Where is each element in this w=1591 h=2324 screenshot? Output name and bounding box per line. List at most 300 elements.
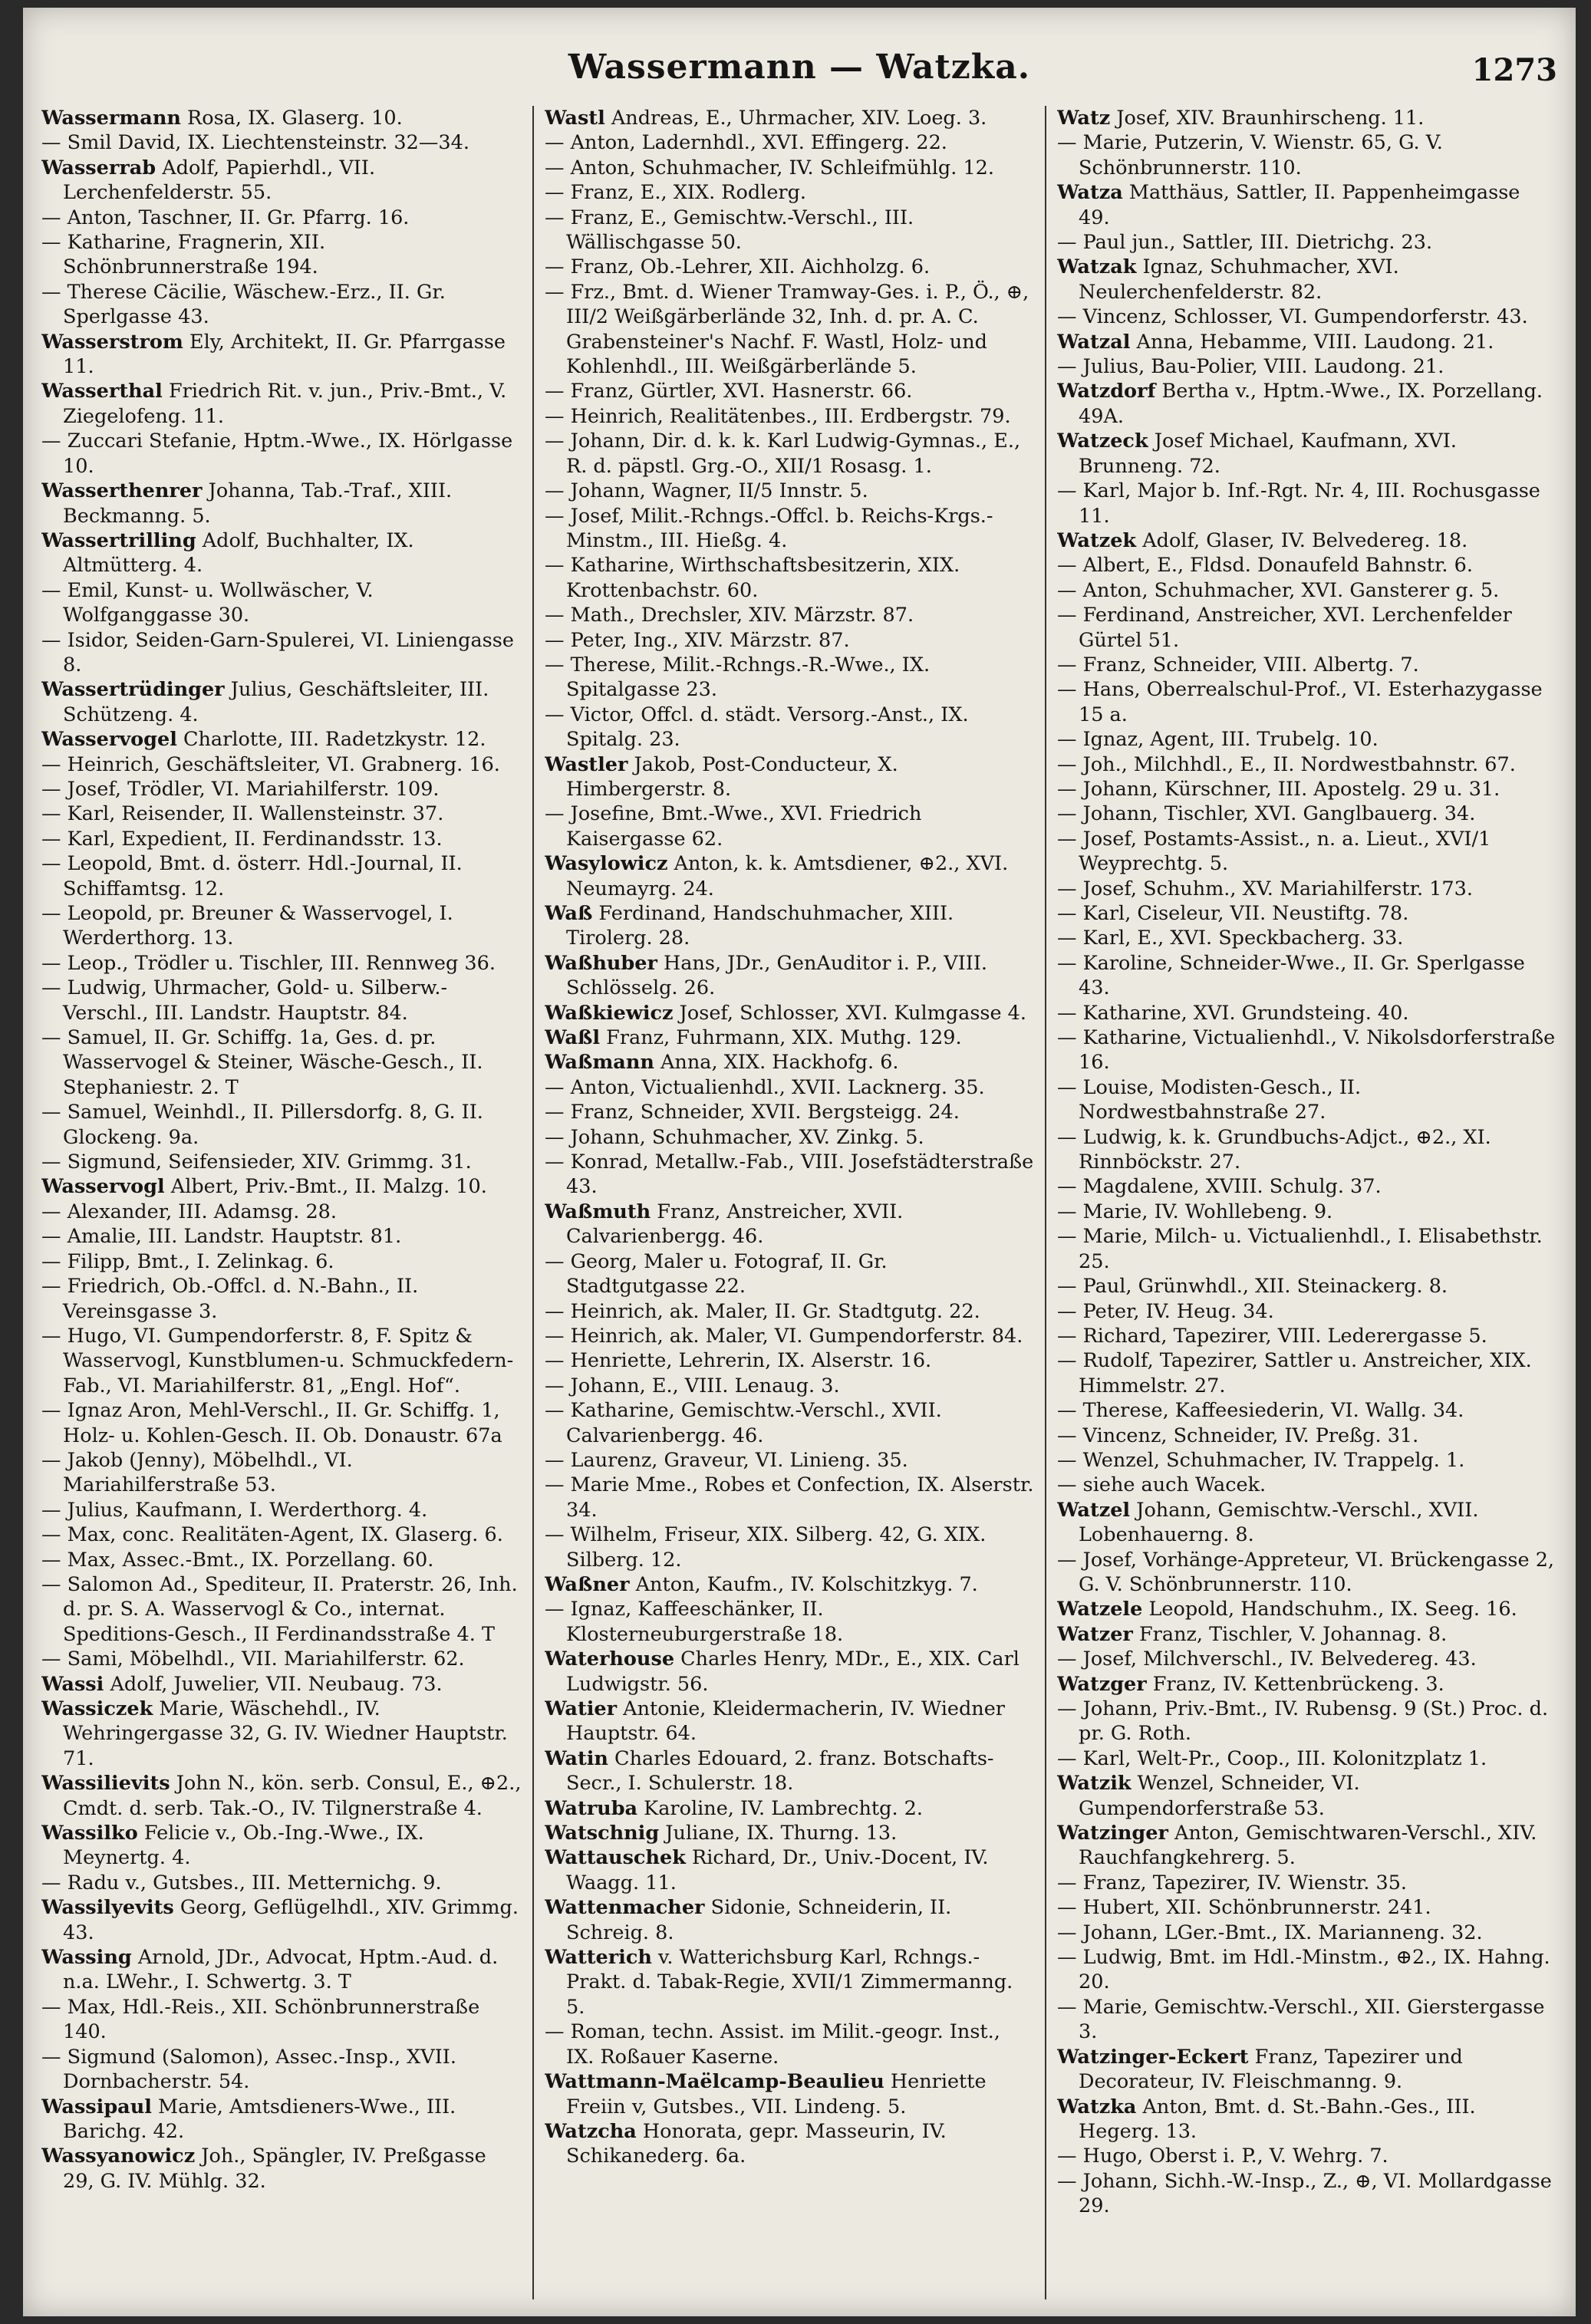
entry-details: Josef, XIV. Braunhirscheng. 11.	[1110, 107, 1425, 130]
entry-details: — Richard, Tapezirer, VIII. Lederergasse 5.	[1057, 1324, 1487, 1348]
entry-details: — Josefine, Bmt.-Wwe., XVI. Friedrich Kaisergasse 62.	[545, 802, 922, 851]
directory-entry	[1057, 901, 1557, 926]
entry-details: — Josef, Milit.-Rchngs.-Offcl. b. Reichs-Krgs.-Minstm., III. Hießg. 4.	[545, 504, 993, 552]
directory-entry	[1057, 106, 1557, 130]
entry-details: — Johann, LGer.-Bmt., IX. Marianneng. 32.	[1057, 1921, 1483, 1944]
entry-details: — Joh., Milchhdl., E., II. Nordwestbahnstr. 67.	[1057, 752, 1516, 776]
entry-details: — Therese, Kaffeesiederin, VI. Wallg. 34.	[1057, 1399, 1464, 1423]
entry-surname: Watzal	[1057, 330, 1131, 354]
entry-surname: Wassertrüdinger	[41, 678, 225, 702]
directory-entry	[545, 2020, 1034, 2069]
entry-details: — Anton, Taschner, II. Gr. Pfarrg. 16.	[41, 206, 410, 229]
directory-entry	[545, 951, 1034, 1001]
directory-entry	[545, 404, 1034, 429]
entry-details: — Heinrich, ak. Maler, II. Gr. Stadtgutg. 22.	[545, 1299, 980, 1323]
entry-details: Johanna, Tab.-Traf., XIII. Beckmanng. 5.	[63, 479, 453, 528]
directory-entry	[545, 1821, 1034, 1845]
directory-entry	[41, 1697, 522, 1771]
directory-entry	[1057, 1672, 1557, 1697]
directory-entry	[545, 553, 1034, 603]
directory-entry	[41, 230, 522, 280]
directory-entry	[41, 330, 522, 380]
directory-entry	[41, 1398, 522, 1448]
entry-details: — Max, conc. Realitäten-Agent, IX. Glaserg. 6.	[41, 1523, 503, 1547]
directory-entry	[545, 1125, 1034, 1150]
directory-entry	[545, 156, 1034, 180]
directory-entry	[1057, 603, 1557, 653]
entry-details: Juliane, IX. Thurng. 13.	[659, 1822, 898, 1845]
directory-entry	[545, 479, 1034, 503]
directory-entry	[1057, 379, 1557, 429]
directory-entry	[41, 1174, 522, 1199]
entry-details: — Marie Mme., Robes et Confection, IX. Alserstr. 34.	[545, 1473, 1034, 1522]
entry-details: — Franz, Ob.-Lehrer, XII. Aichholzg. 6.	[545, 255, 931, 279]
directory-entry	[545, 1398, 1034, 1448]
entry-surname: Watier	[545, 1697, 618, 1720]
entry-details: — Katharine, XVI. Grundsteing. 40.	[1057, 1001, 1409, 1025]
entry-details: — Anton, Schuhmacher, IV. Schleifmühlg. 12.	[545, 156, 995, 179]
entry-details: — Katharine, Fragnerin, XII. Schönbrunnerstraße 194.	[41, 231, 326, 279]
entry-surname: Wassiczek	[41, 1697, 153, 1720]
entry-details: Adolf, Glaser, IV. Belvedereg. 18.	[1136, 528, 1468, 552]
directory-entry	[1057, 1424, 1557, 1448]
directory-entry	[41, 1771, 522, 1821]
directory-entry	[1057, 777, 1557, 802]
entry-surname: Wasserthenrer	[41, 479, 203, 503]
directory-entry	[41, 1025, 522, 1100]
entry-details: — Konrad, Metallw.-Fab., VIII. Josefstädterstraße 43.	[545, 1150, 1034, 1199]
entry-details: — Amalie, III. Landstr. Hauptstr. 81.	[41, 1225, 402, 1249]
entry-surname: Watruba	[545, 1796, 638, 1820]
entry-details: — Salomon Ad., Spediteur, II. Praterstr. 26, Inh. d. pr. S. A. Wasservogl & Co., internat. Speditions-Gesch., II Ferdinandsstraße 4. T	[41, 1572, 518, 1646]
directory-entry	[1057, 578, 1557, 603]
entry-details: — Louise, Modisten-Gesch., II. Nordwestbahnstraße 27.	[1057, 1075, 1362, 1124]
directory-entry	[545, 1075, 1034, 1100]
directory-entry	[545, 1025, 1034, 1050]
entry-surname: Watzdorf	[1057, 380, 1156, 403]
entry-details: — Laurenz, Graveur, VI. Linieng. 35.	[545, 1448, 908, 1472]
entry-details: — Katharine, Wirthschaftsbesitzerin, XIX. Krottenbachstr. 60.	[545, 554, 960, 602]
entry-details: v. Watterichsburg Karl, Rchngs.-Prakt. d. Tabak-Regie, XVII/1 Zimmermanng. 5.	[566, 1946, 1013, 2019]
entry-details: — Heinrich, ak. Maler, VI. Gumpendorferstr. 84.	[545, 1324, 1023, 1348]
directory-entry	[545, 703, 1034, 752]
entry-details: — Katharine, Gemischtw.-Verschl., XVII. Calvarienbergg. 46.	[545, 1399, 942, 1447]
entry-details: Jakob, Post-Conducteur, X. Himbergerstr. 8.	[566, 752, 898, 801]
entry-details: — Ludwig, Uhrmacher, Gold- u. Silberw.-Verschl., III. Landstr. Hauptstr. 84.	[41, 976, 448, 1025]
entry-details: — Heinrich, Realitätenbes., III. Erdbergstr. 79.	[545, 404, 1011, 428]
entry-details: — Max, Hdl.-Reis., XII. Schönbrunnerstraße 140.	[41, 1995, 480, 2044]
entry-details: — Josef, Postamts-Assist., n. a. Lieut., XVI/1 Weyprechtg. 5.	[1057, 827, 1491, 876]
entry-details: Anton, Gemischtwaren-Verschl., XIV. Rauchfangkehrerg. 5.	[1079, 1822, 1537, 1870]
page-header	[23, 48, 1576, 101]
column-2	[545, 106, 1034, 2299]
entry-details: — Radu v., Gutsbes., III. Metternichg. 9.	[41, 1871, 442, 1894]
entry-details: — Leopold, pr. Breuner & Wasservogel, I. Werderthorg. 13.	[41, 902, 453, 950]
entry-details: — Therese Cäcilie, Wäschew.-Erz., II. Gr. Sperlgasse 43.	[41, 280, 446, 329]
entry-details: — Johann, Wagner, II/5 Innstr. 5.	[545, 479, 868, 503]
directory-entry	[1057, 1075, 1557, 1125]
column-1	[41, 106, 522, 2299]
entry-details: — Georg, Maler u. Fotograf, II. Gr. Stadtgutgasse 22.	[545, 1249, 888, 1299]
entry-details: — Franz, Gürtler, XVI. Hasnerstr. 66.	[545, 380, 913, 403]
directory-entry	[1057, 752, 1557, 777]
directory-entry	[1057, 330, 1557, 354]
entry-surname: Waßner	[545, 1572, 630, 1596]
entry-details: — Henriette, Lehrerin, IX. Alserstr. 16.	[545, 1349, 932, 1373]
directory-entry	[545, 1746, 1034, 1796]
directory-entry	[1057, 1647, 1557, 1671]
directory-entry	[545, 1647, 1034, 1697]
directory-entry	[545, 752, 1034, 802]
entry-details: Julius, Geschäftsleiter, III. Schützeng. 4.	[63, 678, 489, 726]
entry-details: Franz, Anstreicher, XVII. Calvarienbergg. 46.	[566, 1200, 904, 1249]
entry-details: — Karoline, Schneider-Wwe., II. Gr. Sperlgasse 43.	[1057, 951, 1525, 1000]
entry-details: — Karl, Reisender, II. Wallensteinstr. 37.	[41, 802, 444, 826]
directory-entry	[545, 379, 1034, 403]
directory-entry	[545, 1895, 1034, 1945]
entry-details: — Julius, Bau-Polier, VIII. Laudong. 21.	[1057, 355, 1444, 379]
directory-entry	[41, 2095, 522, 2145]
directory-entry	[1057, 180, 1557, 230]
entry-details: Anton, Kaufm., IV. Kolschitzkyg. 7.	[629, 1572, 978, 1596]
entry-details: — Karl, E., XVI. Speckbacherg. 33.	[1057, 927, 1404, 950]
directory-entry	[1057, 926, 1557, 950]
entry-details: — Josef, Vorhänge-Appreteur, VI. Brückengasse 2, G. V. Schönbrunnerstr. 110.	[1057, 1548, 1555, 1596]
entry-details: Franz, IV. Kettenbrückeng. 3.	[1146, 1672, 1444, 1696]
entry-details: — Victor, Offcl. d. städt. Versorg.-Anst., IX. Spitalg. 23.	[545, 703, 969, 752]
entry-surname: Watzinger	[1057, 1822, 1168, 1845]
directory-entry	[1057, 1299, 1557, 1324]
entry-surname: Wassilko	[41, 1822, 138, 1845]
entry-details: — Smil David, IX. Liechtensteinstr. 32—34.	[41, 131, 469, 155]
entry-details: — Ignaz Aron, Mehl-Verschl., II. Gr. Schiffg. 1, Holz- u. Kohlen-Gesch. II. Ob. Donaustr. 67a	[41, 1399, 502, 1447]
directory-entry	[545, 504, 1034, 554]
directory-entry	[41, 1274, 522, 1324]
entry-surname: Waßmuth	[545, 1200, 651, 1223]
directory-entry	[1057, 553, 1557, 578]
entry-details: Karoline, IV. Lambrechtg. 2.	[637, 1796, 923, 1820]
entry-details: Charles Edouard, 2. franz. Botschafts-Secr., I. Schulerstr. 18.	[566, 1746, 994, 1796]
directory-entry	[545, 802, 1034, 851]
directory-entry	[545, 1374, 1034, 1398]
entry-details: — Johann, Kürschner, III. Apostelg. 29 u. 31.	[1057, 777, 1500, 801]
entry-details: — Johann, E., VIII. Lenaug. 3.	[545, 1374, 840, 1397]
entry-details: Rosa, IX. Glaserg. 10.	[180, 107, 403, 130]
directory-entry	[1057, 1821, 1557, 1871]
entry-surname: Watzeck	[1057, 430, 1148, 453]
directory-entry	[41, 578, 522, 628]
directory-entry	[545, 255, 1034, 279]
entry-details: — Franz, E., Gemischtw.-Verschl., III. Wällischgasse 50.	[545, 206, 914, 255]
entry-details: Franz, Tischler, V. Johannag. 8.	[1132, 1622, 1448, 1646]
entry-details: — Anton, Ladernhdl., XVI. Effingerg. 22.	[545, 131, 947, 155]
directory-entry	[545, 1697, 1034, 1746]
entry-details: — Albert, E., Fldsd. Donaufeld Bahnstr. 6.	[1057, 554, 1473, 578]
entry-details: — Therese, Milit.-Rchngs.-R.-Wwe., IX. Spitalgasse 23.	[545, 653, 931, 702]
entry-details: Richard, Dr., Univ.-Docent, IV. Waagg. 11.	[566, 1846, 989, 1894]
directory-entry	[1057, 1473, 1557, 1497]
directory-entry	[545, 1150, 1034, 1200]
directory-entry	[41, 976, 522, 1025]
entry-details: — Hugo, Oberst i. P., V. Wehrg. 7.	[1057, 2145, 1388, 2168]
directory-entry	[41, 1647, 522, 1671]
entry-details: — Karl, Major b. Inf.-Rgt. Nr. 4, III. Rochusgasse 11.	[1057, 479, 1540, 528]
directory-entry	[1057, 1224, 1557, 1274]
entry-details: — Josef, Trödler, VI. Mariahilferstr. 109.	[41, 777, 440, 801]
directory-entry	[1057, 1921, 1557, 1945]
directory-entry	[545, 1348, 1034, 1373]
entry-details: Bertha v., Hptm.-Wwe., IX. Porzellang. 49A.	[1079, 380, 1543, 428]
entry-surname: Waßhuber	[545, 951, 657, 975]
directory-entry	[1057, 2169, 1557, 2219]
directory-entry	[41, 1150, 522, 1174]
entry-details: Franz, Fuhrmann, XIX. Muthg. 129.	[600, 1026, 962, 1050]
entry-surname: Wastler	[545, 752, 628, 776]
entry-details: — Anton, Victualienhdl., XVII. Lacknerg. 35.	[545, 1075, 985, 1099]
entry-details: Leopold, Handschuhm., IX. Seeg. 16.	[1142, 1598, 1517, 1621]
directory-entry	[41, 1821, 522, 1871]
directory-entry	[545, 1050, 1034, 1075]
entry-surname: Wasylowicz	[545, 852, 668, 876]
entry-surname: Waterhouse	[545, 1648, 675, 1671]
entry-details: — Katharine, Victualienhdl., V. Nikolsdorferstraße 16.	[1057, 1026, 1556, 1075]
entry-details: — Peter, IV. Heug. 34.	[1057, 1299, 1274, 1323]
entry-details: — Isidor, Seiden-Garn-Spulerei, VI. Liniengasse 8.	[41, 628, 514, 676]
entry-surname: Watzer	[1057, 1622, 1133, 1646]
directory-entry	[41, 1324, 522, 1398]
entry-details: — Leop., Trödler u. Tischler, III. Rennweg 36.	[41, 951, 496, 975]
directory-entry	[545, 901, 1034, 951]
directory-entry	[1057, 1398, 1557, 1423]
directory-entry	[1057, 1548, 1557, 1598]
directory-entry	[1057, 1324, 1557, 1348]
entry-surname: Watzger	[1057, 1672, 1147, 1696]
entry-details: Georg, Geflügelhdl., XIV. Grimmg. 43.	[63, 1896, 519, 1944]
entry-details: — Vincenz, Schlosser, VI. Gumpendorferstr. 43.	[1057, 305, 1528, 329]
entry-details: — Frz., Bmt. d. Wiener Tramway-Ges. i. P., Ö., ⊕, III/2 Weißgärberlände 32, Inh. d. pr. A. C. Grabensteiner's Nachf. F. Wastl, Holz- und Kohlenhdl., III. Weißgärberlände 5.	[545, 280, 1029, 379]
directory-entry	[545, 130, 1034, 155]
directory-entry	[41, 1672, 522, 1697]
directory-entry	[1057, 2144, 1557, 2168]
entry-details: — Johann, Dir. d. k. k. Karl Ludwig-Gymnas., E., R. d. päpstl. Grg.-O., XII/1 Rosasg. 1.	[545, 430, 1021, 478]
directory-entry	[545, 1945, 1034, 2020]
directory-entry	[545, 180, 1034, 205]
directory-entry	[1057, 1448, 1557, 1473]
directory-entry	[41, 727, 522, 752]
entry-details: — Ludwig, Bmt. im Hdl.-Minstm., ⊕2., IX. Hahng. 20.	[1057, 1946, 1550, 1994]
directory-entry	[1057, 1995, 1557, 2045]
directory-entry	[545, 106, 1034, 130]
entry-details: Ignaz, Schuhmacher, XVI. Neulerchenfelderstr. 82.	[1079, 255, 1399, 304]
page-number: 1273	[1471, 52, 1557, 88]
directory-entry	[41, 851, 522, 901]
directory-entry	[545, 1448, 1034, 1473]
directory-entry	[1057, 1174, 1557, 1199]
directory-entry	[41, 1100, 522, 1150]
directory-entry	[1057, 877, 1557, 901]
entry-details: — Ludwig, k. k. Grundbuchs-Adjct., ⊕2., XI. Rinnböckstr. 27.	[1057, 1125, 1491, 1174]
entry-details: Charles Henry, MDr., E., XIX. Carl Ludwigstr. 56.	[566, 1648, 1019, 1696]
entry-details: Josef Michael, Kaufmann, XVI. Brunneng. 72.	[1079, 430, 1457, 478]
directory-entry	[41, 1498, 522, 1522]
entry-details: Anton, Bmt. d. St.-Bahn.-Ges., III. Hegerg. 13.	[1079, 2095, 1476, 2143]
entry-details: Anna, Hebamme, VIII. Laudong. 21.	[1130, 330, 1494, 354]
directory-entry	[41, 2045, 522, 2095]
entry-details: — Karl, Ciseleur, VII. Neustiftg. 78.	[1057, 902, 1409, 925]
entry-surname: Wasservogl	[41, 1175, 165, 1199]
entry-surname: Watzinger-Eckert	[1057, 2045, 1249, 2069]
entry-details: — Ignaz, Kaffeeschänker, II. Klosterneuburgerstraße 18.	[545, 1598, 844, 1646]
entry-surname: Watzcha	[545, 2119, 637, 2143]
directory-entry	[545, 429, 1034, 479]
directory-entry	[545, 206, 1034, 255]
directory-entry	[1057, 1746, 1557, 1771]
entry-details: Matthäus, Sattler, II. Pappenheimgasse 49.	[1079, 181, 1520, 229]
directory-entry	[1057, 1771, 1557, 1821]
directory-entry	[1057, 130, 1557, 180]
entry-details: — Franz, Tapezirer, IV. Wienstr. 35.	[1057, 1871, 1408, 1894]
entry-details: — Peter, Ing., XIV. Märzstr. 87.	[545, 628, 850, 652]
directory-entry	[41, 2144, 522, 2194]
directory-entry	[41, 1572, 522, 1647]
directory-entry	[1057, 727, 1557, 752]
entry-details: — Karl, Expedient, II. Ferdinandsstr. 13.	[41, 827, 443, 851]
entry-details: Wenzel, Schneider, VI. Gumpendorferstraße 53.	[1079, 1772, 1360, 1820]
column-divider	[532, 106, 534, 2299]
entry-details: Sidonie, Schneiderin, II. Schreig. 8.	[566, 1896, 952, 1944]
entry-surname: Wassyanowicz	[41, 2145, 196, 2168]
directory-entry	[41, 130, 522, 155]
entry-surname: Watz	[1057, 107, 1111, 130]
directory-entry	[1057, 1348, 1557, 1398]
directory-entry	[41, 1249, 522, 1274]
directory-entry	[1057, 1200, 1557, 1224]
entry-details: Antonie, Kleidermacherin, IV. Wiedner Hauptstr. 64.	[566, 1697, 1005, 1746]
directory-entry	[41, 479, 522, 528]
entry-details: — Sigmund, Seifensieder, XIV. Grimmg. 31.	[41, 1150, 472, 1174]
entry-details: Andreas, E., Uhrmacher, XIV. Loeg. 3.	[604, 107, 987, 130]
entry-details: — Hugo, VI. Gumpendorferstr. 8, F. Spitz & Wasservogl, Kunstblumen-u. Schmuckfedern-Fab., VI. Mariahilferstr. 81, „Engl. Hof“.	[41, 1324, 514, 1397]
entry-surname: Wattenmacher	[545, 1896, 705, 1920]
entry-details: Josef, Schlosser, XVI. Kulmgasse 4.	[673, 1001, 1027, 1025]
directory-entry	[41, 951, 522, 976]
directory-entry	[41, 677, 522, 727]
entry-details: — Marie, Gemischtw.-Verschl., XII. Gierstergasse 3.	[1057, 1995, 1545, 2044]
directory-entry	[1057, 827, 1557, 877]
directory-entry	[41, 156, 522, 206]
directory-entry	[545, 1100, 1034, 1124]
entry-details: Adolf, Buchhalter, IX. Altmütterg. 4.	[63, 528, 414, 578]
directory-entry	[1057, 802, 1557, 826]
directory-entry	[1057, 2045, 1557, 2095]
entry-details: — Marie, Putzerin, V. Wienstr. 65, G. V. Schönbrunnerstr. 110.	[1057, 131, 1443, 179]
entry-details: — Karl, Welt-Pr., Coop., III. Kolonitzplatz 1.	[1057, 1746, 1487, 1770]
directory-entry	[41, 802, 522, 826]
entry-surname: Watin	[545, 1746, 608, 1770]
entry-details: Henriette Freiin v, Gutsbes., VII. Lindeng. 5.	[566, 2070, 987, 2118]
entry-details: John N., kön. serb. Consul, E., ⊕2., Cmdt. d. serb. Tak.-O., IV. Tilgnerstraße 4.	[63, 1772, 522, 1820]
directory-entry	[545, 1572, 1034, 1597]
entry-details: — Magdalene, XVIII. Schulg. 37.	[1057, 1175, 1382, 1199]
entry-details: Hans, JDr., GenAuditor i. P., VIII. Schlösselg. 26.	[566, 951, 988, 1000]
directory-entry	[41, 1895, 522, 1945]
entry-details: — Ignaz, Agent, III. Trubelg. 10.	[1057, 728, 1379, 752]
directory-entry	[41, 379, 522, 429]
directory-entry	[41, 1871, 522, 1895]
entry-surname: Watzel	[1057, 1498, 1131, 1522]
entry-surname: Waß	[545, 902, 593, 925]
entry-details: Anton, k. k. Amtsdiener, ⊕2., XVI. Neumayrg. 24.	[566, 852, 1009, 900]
entry-surname: Watterich	[545, 1946, 652, 1970]
entry-details: — Anton, Schuhmacher, XVI. Gansterer g. 5.	[1057, 578, 1500, 602]
entry-details: Arnold, JDr., Advocat, Hptm.-Aud. d. n.a. LWehr., I. Schwertg. 3. T	[63, 1946, 499, 1994]
entry-details: — Wilhelm, Friseur, XIX. Silberg. 42, G. XIX. Silberg. 12.	[545, 1523, 987, 1572]
entry-surname: Wassilievits	[41, 1772, 170, 1796]
directory-entry	[41, 1200, 522, 1224]
directory-entry	[41, 777, 522, 802]
directory-entry	[545, 280, 1034, 380]
entry-surname: Watzak	[1057, 255, 1137, 279]
entry-details: — Filipp, Bmt., I. Zelinkag. 6.	[41, 1249, 334, 1273]
entry-details: — Rudolf, Tapezirer, Sattler u. Anstreicher, XIX. Himmelstr. 27.	[1057, 1349, 1532, 1397]
directory-entry	[545, 603, 1034, 627]
directory-entry	[1057, 479, 1557, 528]
entry-surname: Wattmann-Maëlcamp-Beaulieu	[545, 2070, 884, 2094]
directory-entry	[1057, 1597, 1557, 1621]
directory-entry	[41, 628, 522, 678]
directory-entry	[1057, 1274, 1557, 1299]
entry-details: — Johann, Priv.-Bmt., IV. Rubensg. 9 (St.) Proc. d. pr. G. Roth.	[1057, 1697, 1549, 1746]
directory-entry	[1057, 1945, 1557, 1995]
directory-entry	[1057, 2095, 1557, 2145]
entry-details: Franz, Tapezirer und Decorateur, IV. Fleischmanng. 9.	[1079, 2045, 1463, 2094]
entry-surname: Wasserrab	[41, 156, 156, 179]
entry-details: — Friedrich, Ob.-Offcl. d. N.-Bahn., II. Vereinsgasse 3.	[41, 1275, 419, 1323]
entry-details: — Franz, Schneider, XVII. Bergsteigg. 24.	[545, 1101, 960, 1124]
entry-surname: Watzele	[1057, 1598, 1143, 1621]
entry-details: Charlotte, III. Radetzkystr. 12.	[176, 728, 486, 752]
entry-details: Marie, Amtsdieners-Wwe., III. Barichg. 42.	[63, 2095, 456, 2143]
directory-entry	[545, 1200, 1034, 1249]
directory-entry	[41, 429, 522, 479]
entry-surname: Wassing	[41, 1946, 132, 1970]
entry-details: — Vincenz, Schneider, IV. Preßg. 31.	[1057, 1424, 1419, 1447]
directory-entry	[1057, 951, 1557, 1001]
directory-entry	[1057, 677, 1557, 727]
entry-details: — siehe auch Wacek.	[1057, 1473, 1267, 1497]
directory-entry	[41, 1448, 522, 1498]
entry-details: — Heinrich, Geschäftsleiter, VI. Grabnerg. 16.	[41, 752, 500, 776]
directory-entry	[1057, 1871, 1557, 1895]
directory-entry	[41, 752, 522, 777]
entry-details: Joh., Spängler, IV. Preßgasse 29, G. IV. Mühlg. 32.	[63, 2145, 486, 2193]
directory-entry	[545, 628, 1034, 653]
entry-details: — Paul jun., Sattler, III. Dietrichg. 23.	[1057, 231, 1433, 255]
entry-details: — Hans, Oberrealschul-Prof., VI. Esterhazygasse 15 a.	[1057, 678, 1543, 726]
entry-details: — Josef, Milchverschl., IV. Belvedereg. 43.	[1057, 1648, 1477, 1671]
directory-entry	[545, 1597, 1034, 1647]
directory-entry	[545, 2119, 1034, 2169]
entry-details: — Max, Assec.-Bmt., IX. Porzellang. 60.	[41, 1548, 434, 1572]
directory-entry	[545, 653, 1034, 703]
entry-details: — Hubert, XII. Schönbrunnerstr. 241.	[1057, 1896, 1431, 1920]
entry-surname: Wattauschek	[545, 1846, 686, 1870]
directory-entry	[41, 528, 522, 578]
entry-details: Marie, Wäschehdl., IV. Wehringergasse 32, G. IV. Wiedner Hauptstr. 71.	[63, 1697, 508, 1770]
entry-surname: Wasserthal	[41, 380, 163, 403]
entry-details: — Alexander, III. Adamsg. 28.	[41, 1200, 338, 1223]
entry-details: Ferdinand, Handschuhmacher, XIII. Tirolerg. 28.	[566, 902, 954, 950]
